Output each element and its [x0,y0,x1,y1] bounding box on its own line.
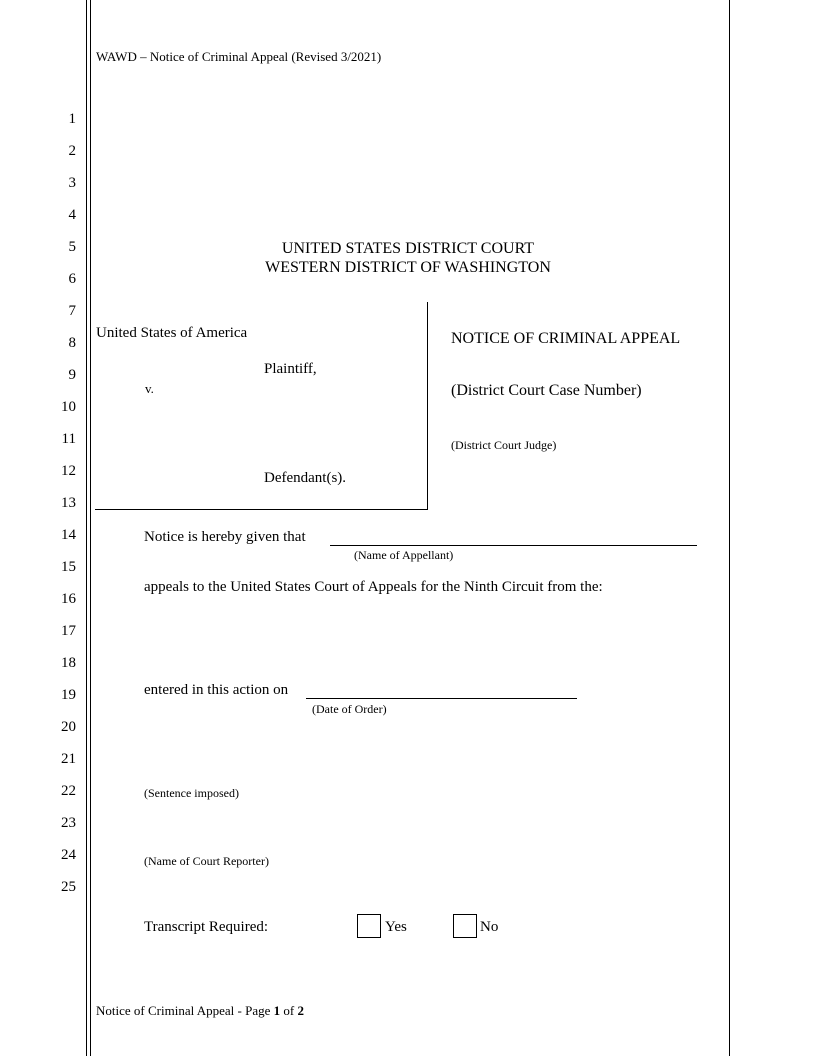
line-number: 17 [61,623,76,639]
notice-text: Notice is hereby given that [144,529,306,545]
line-number: 24 [61,847,76,863]
sentence-label: (Sentence imposed) [144,786,239,800]
line-number: 25 [61,879,76,895]
transcript-label: Transcript Required: [144,919,269,935]
reporter-label: (Name of Court Reporter) [144,854,269,868]
notice-title: NOTICE OF CRIMINAL APPEAL [451,330,681,347]
footer-page-total: 2 [297,1003,304,1018]
line-number: 11 [61,431,76,447]
line-number: 6 [68,271,76,287]
line-number: 3 [68,175,76,191]
line-number: 10 [61,399,76,415]
line-number: 12 [61,463,76,479]
footer-page-number: 1 [273,1003,281,1018]
line-number: 9 [68,367,76,383]
footer-of: of [280,1003,298,1018]
case-number-label: (District Court Case Number) [451,382,642,399]
defendant-label: Defendant(s). [264,470,347,486]
no-label: No [480,919,499,935]
line-number: 18 [61,655,76,671]
appellant-label: (Name of Appellant) [354,548,454,562]
line-number: 21 [61,751,76,767]
left-margin-rule-2 [90,0,91,1056]
plaintiff-name: United States of America [96,325,248,341]
court-title-line2: WESTERN DISTRICT OF WASHINGTON [265,259,551,276]
line-number: 19 [61,687,76,703]
entered-text: entered in this action on [144,682,289,698]
court-title-line1: UNITED STATES DISTRICT COURT [281,240,535,257]
versus-label: v. [145,381,154,396]
appellant-name-field[interactable] [330,545,697,546]
line-number: 15 [61,559,76,575]
line-number: 2 [68,143,76,159]
yes-label: Yes [385,919,407,935]
line-number: 8 [68,335,76,351]
left-margin-rule-1 [86,0,87,1056]
line-number: 13 [61,495,76,511]
judge-label: (District Court Judge) [451,438,557,452]
line-number: 5 [68,239,76,255]
line-number: 4 [68,207,76,223]
plaintiff-label: Plaintiff, [264,361,317,377]
appeals-text: appeals to the United States Court of Appeals for the Ninth Circuit from the: [144,579,603,595]
line-number: 16 [61,591,76,607]
date-of-order-field[interactable] [306,698,577,699]
page-footer [96,1003,304,1019]
caption-bottom-rule [95,509,428,510]
line-number: 23 [61,815,76,831]
line-number: 14 [61,527,76,543]
right-margin-rule [729,0,730,1056]
date-label: (Date of Order) [312,702,387,716]
line-number: 20 [61,719,76,735]
line-number: 1 [68,111,76,127]
transcript-no-checkbox[interactable] [453,914,477,938]
line-number: 22 [61,783,76,799]
caption-vertical-divider [427,302,428,510]
footer-prefix: Notice of Criminal Appeal - Page [96,1003,274,1018]
line-number: 7 [68,303,76,319]
form-id-header: WAWD – Notice of Criminal Appeal (Revised 3/2021) [96,49,382,64]
transcript-yes-checkbox[interactable] [357,914,381,938]
